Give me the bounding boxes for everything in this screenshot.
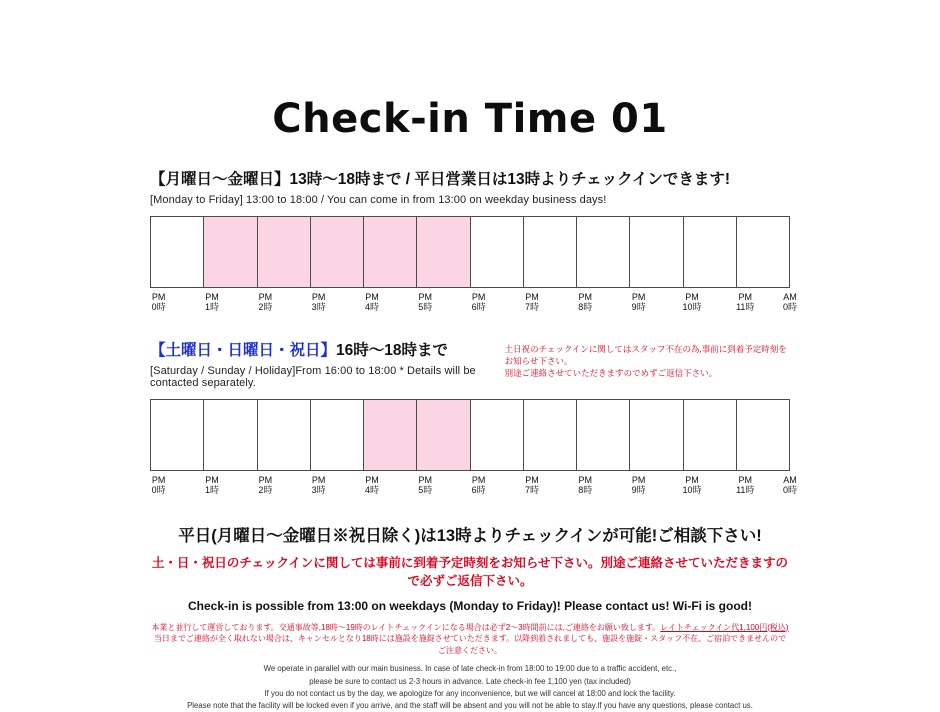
timeline-cell <box>471 217 524 287</box>
axis-label-hour: 10時 <box>682 302 702 313</box>
axis-label-hour: 0時 <box>782 485 797 496</box>
axis-label-ampm: PM <box>205 474 219 485</box>
axis-label <box>399 292 452 313</box>
weekend-note-line1: 土日祝のチェックインに関してはスタッフ不在の為,事前に到着予定時刻をお知らせ下さい。 <box>504 343 787 367</box>
axis-label <box>345 475 398 496</box>
axis-label-hour: 3時 <box>311 302 326 313</box>
timeline-cell <box>471 400 524 470</box>
footer-red-note <box>150 622 790 657</box>
axis-label <box>719 292 772 313</box>
weekday-heading-jp: 【月曜日〜金曜日】13時〜18時まで / 平日営業日は13時よりチェックインできます! <box>150 171 731 188</box>
timeline-cell <box>577 217 630 287</box>
axis-label <box>559 475 612 496</box>
timeline-cell <box>311 217 364 287</box>
timeline-cell <box>684 217 737 287</box>
axis-label-ampm: PM <box>258 474 273 485</box>
footer-late-fee: レイトチェックイン代1,100円(税込) <box>660 622 789 632</box>
axis-label-hour: 0時 <box>782 302 797 313</box>
footer-en-note-line1: We operate in parallel with our main business. In case of late check-in from 18:00 to 19:00 due to a traffic accident, etc., <box>263 664 677 674</box>
axis-label-ampm: PM <box>471 292 486 303</box>
axis-label-ampm: PM <box>418 292 433 303</box>
axis-label <box>292 292 345 313</box>
weekday-timeline-bars <box>150 216 790 288</box>
weekday-heading-en: [Monday to Friday] 13:00 to 18:00 / You can come in from 13:00 on weekday business days! <box>150 194 607 207</box>
axis-label-hour: 11時 <box>736 485 755 496</box>
timeline-cell <box>311 400 364 470</box>
axis-label-hour: 1時 <box>204 302 219 313</box>
axis-label <box>559 292 612 313</box>
axis-label-hour: 8時 <box>578 302 593 313</box>
axis-label-ampm: PM <box>525 292 539 303</box>
timeline-cell <box>630 217 683 287</box>
axis-label <box>665 292 718 313</box>
axis-label-ampm: PM <box>311 292 326 303</box>
axis-label-ampm: PM <box>685 292 699 303</box>
axis-label-ampm: PM <box>631 292 646 303</box>
content-area <box>0 170 940 712</box>
timeline-cell <box>364 400 417 470</box>
axis-label <box>505 292 558 313</box>
axis-label-ampm: AM <box>783 474 797 485</box>
axis-label <box>292 475 345 496</box>
axis-label-hour: 3時 <box>311 485 326 496</box>
timeline-cell <box>524 400 577 470</box>
axis-label-ampm: PM <box>738 292 753 303</box>
axis-label-hour: 7時 <box>524 302 539 313</box>
axis-label-ampm: PM <box>151 474 166 485</box>
footer-jp-warning: 土・日・祝日のチェックインに関しては事前に到着予定時刻をお知らせ下さい。別途ご連絡させていただきますので必ずご返信下さい。 <box>151 555 789 588</box>
axis-label <box>452 292 505 313</box>
axis-label <box>612 292 665 313</box>
axis-label-hour: 2時 <box>258 302 273 313</box>
axis-label-ampm: PM <box>258 292 273 303</box>
axis-label-ampm: PM <box>365 474 379 485</box>
footer-red-note-line2: 当日までご連絡が全く取れない場合は、キャンセルとなり18時には施設を施錠させていただきます。以降到着されましても、施設を施錠・スタッフ不在、ご宿泊できませんのでご注意ください。 <box>153 634 787 655</box>
footer-red-note-line1: 本業と並行して運営しております。交通事故等,18時〜19時のレイトチェックインになる場合は必ず2〜3時間前には,ご連絡をお願い致します。 <box>151 622 661 632</box>
axis-label-ampm: PM <box>205 292 219 303</box>
weekend-heading-row <box>150 341 790 389</box>
axis-label <box>185 475 238 496</box>
weekend-heading-jp-days: 【土曜日・日曜日・祝日】 <box>150 341 337 359</box>
axis-label-hour: 5時 <box>418 485 433 496</box>
timeline-cell <box>577 400 630 470</box>
timeline-cell <box>204 400 257 470</box>
footer-en-note-line4: Please note that the facility will be locked even if you arrive, and the staff will be absent and you will not be able to stay.If you have any questions, please contact us. <box>187 700 753 710</box>
axis-label-hour: 10時 <box>682 485 702 496</box>
axis-label <box>719 475 772 496</box>
axis-label <box>772 292 808 313</box>
axis-label-hour: 2時 <box>258 485 273 496</box>
axis-label-hour: 8時 <box>578 485 593 496</box>
axis-label-ampm: AM <box>783 292 797 303</box>
axis-label <box>772 475 808 496</box>
axis-label-ampm: PM <box>418 474 433 485</box>
axis-label-hour: 7時 <box>524 485 539 496</box>
axis-label-ampm: PM <box>738 474 753 485</box>
timeline-cell <box>737 217 789 287</box>
axis-label <box>612 475 665 496</box>
axis-label-ampm: PM <box>578 292 593 303</box>
weekend-heading-jp <box>150 341 505 361</box>
weekend-note-line2: 別途ご連絡させていただきますのでめずご返信下さい。 <box>504 368 718 379</box>
timeline-cell <box>258 400 311 470</box>
axis-label-hour: 11時 <box>736 302 755 313</box>
timeline-cell <box>630 400 683 470</box>
axis-label <box>505 475 558 496</box>
axis-label-ampm: PM <box>525 474 539 485</box>
axis-label <box>345 292 398 313</box>
axis-label-ampm: PM <box>685 474 699 485</box>
axis-label <box>239 475 292 496</box>
page-title: Check-in Time 01 <box>272 96 668 142</box>
axis-label <box>185 292 238 313</box>
axis-label-hour: 1時 <box>204 485 219 496</box>
axis-label-ampm: PM <box>365 292 379 303</box>
axis-label <box>665 475 718 496</box>
axis-label-hour: 6時 <box>471 485 486 496</box>
footer-jp-headline: 平日(月曜日〜金曜日※祝日除く)は13時よりチェックインが可能!ご相談下さい! <box>178 526 762 545</box>
footer-en-headline: Check-in is possible from 13:00 on weekdays (Monday to Friday)! Please contact us! Wi-Fi is good! <box>187 598 752 613</box>
timeline-cell <box>417 217 470 287</box>
weekday-axis-labels <box>150 292 797 313</box>
axis-label-ampm: PM <box>151 292 166 303</box>
weekend-section <box>150 341 797 496</box>
timeline-cell <box>151 217 204 287</box>
axis-label-hour: 4時 <box>364 302 379 313</box>
axis-label <box>239 292 292 313</box>
axis-label-hour: 9時 <box>631 485 646 496</box>
weekend-axis-labels <box>150 474 797 496</box>
axis-label-hour: 6時 <box>471 302 486 313</box>
weekday-section <box>150 170 797 313</box>
timeline-cell <box>204 217 257 287</box>
timeline-cell <box>417 400 470 470</box>
weekend-timeline <box>150 399 797 496</box>
axis-label <box>452 475 505 496</box>
axis-label-ampm: PM <box>311 474 326 485</box>
timeline-cell <box>364 217 417 287</box>
axis-label-ampm: PM <box>578 474 593 485</box>
axis-label-hour: 4時 <box>364 485 379 496</box>
footer-en-note-line2: please be sure to contact us 2-3 hours in advance. Late check-in fee 1,100 yen (tax included) <box>309 676 631 686</box>
axis-label <box>399 475 452 496</box>
weekend-heading-en: [Saturday / Sunday / Holiday]From 16:00 to 18:00 * Details will be contacted separately. <box>150 364 476 389</box>
axis-label-hour: 5時 <box>418 302 433 313</box>
timeline-cell <box>151 400 204 470</box>
weekend-timeline-bars <box>150 399 790 471</box>
axis-label-hour: 0時 <box>151 302 166 313</box>
timeline-cell <box>684 400 737 470</box>
timeline-cell <box>258 217 311 287</box>
axis-label-ampm: PM <box>631 474 646 485</box>
axis-label-ampm: PM <box>471 474 486 485</box>
axis-label-hour: 0時 <box>151 485 166 496</box>
footer-notes <box>150 522 790 712</box>
weekend-heading-jp-time: 16時〜18時まで <box>336 341 448 359</box>
axis-label <box>132 475 185 496</box>
weekend-note <box>505 341 790 380</box>
axis-label-hour: 9時 <box>631 302 646 313</box>
axis-label <box>132 292 185 313</box>
footer-en-note-line3: If you do not contact us by the day, we apologize for any inconvenience, but we will cancel at 18:00 and lock the facility. <box>264 688 676 698</box>
timeline-cell <box>737 400 789 470</box>
timeline-cell <box>524 217 577 287</box>
weekday-timeline <box>150 216 797 313</box>
